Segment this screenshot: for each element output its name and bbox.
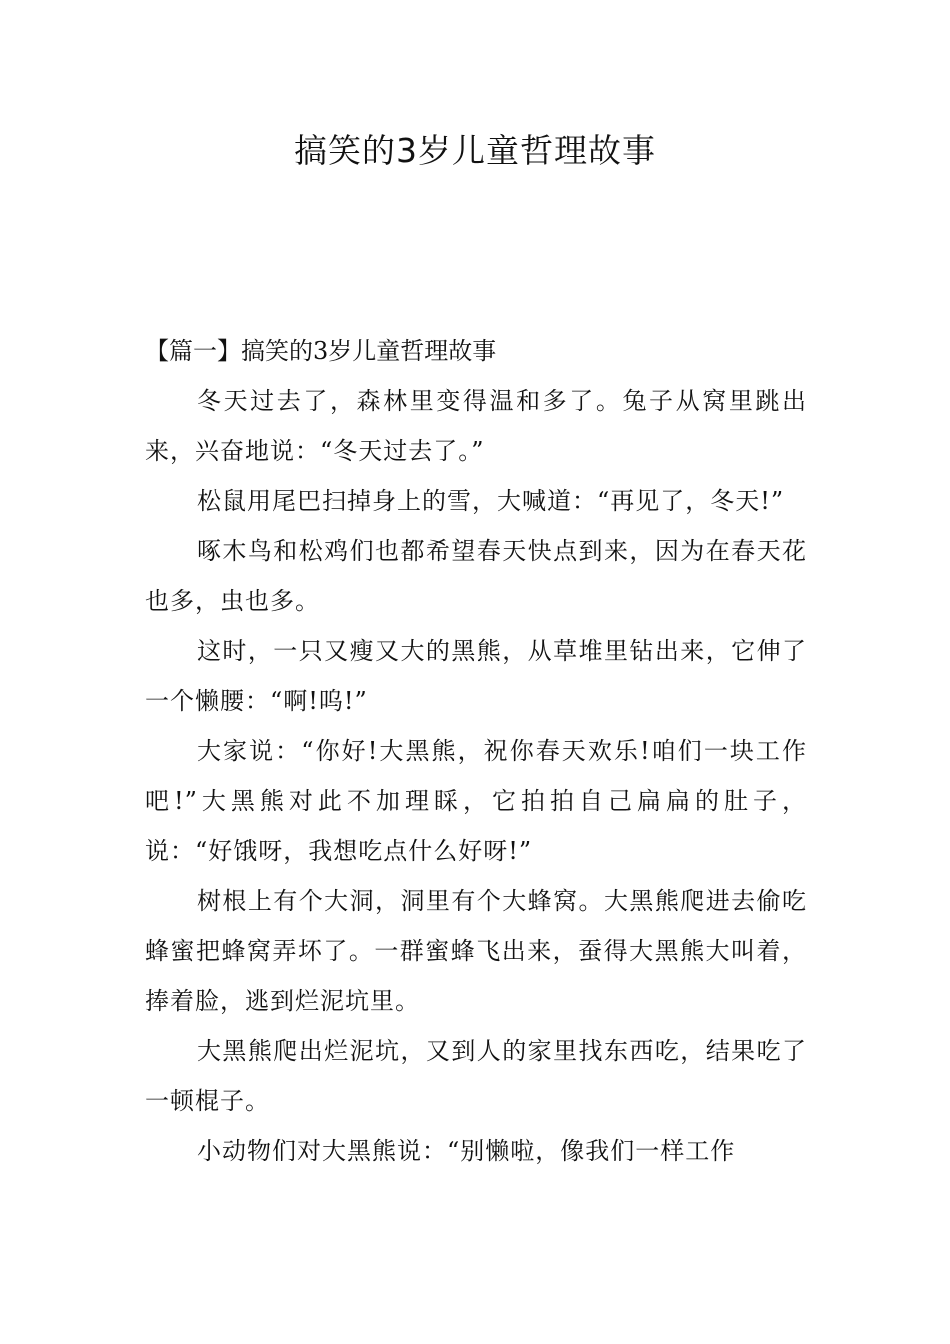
paragraph-8: 小动物们对大黑熊说：“别懒啦，像我们一样工作 [197,1137,736,1165]
paragraph-6: 树根上有个大洞，洞里有个大蜂窝。大黑熊爬进去偷吃蜂蜜把蜂窝弄坏了。一群蜜蜂飞出来，蚕得大黑熊大叫着，捧着脸，逃到烂泥坑里。 [145,887,807,1015]
paragraph-5: 大家说：“你好!大黑熊，祝你春天欢乐!咱们一块工作吧!”大黑熊对此不加理睬，它拍拍自己扁扁的肚子，说：“好饿呀，我想吃点什么好呀!” [145,737,807,865]
paragraph-3: 啄木鸟和松鸡们也都希望春天快点到来，因为在春天花也多，虫也多。 [145,537,807,615]
paragraph-1: 冬天过去了，森林里变得温和多了。兔子从窝里跳出来，兴奋地说：“冬天过去了。” [145,387,807,465]
document-body [145,326,807,1176]
paragraph-4: 这时，一只又瘦又大的黑熊，从草堆里钻出来，它伸了一个懒腰：“啊!呜!” [145,637,807,715]
document-title: 搞笑的3岁儿童哲理故事 [294,131,656,170]
paragraph-2: 松鼠用尾巴扫掉身上的雪，大喊道：“再见了，冬天!” [197,487,785,515]
section-heading: 【篇一】搞笑的3岁儿童哲理故事 [145,337,497,365]
paragraph-7: 大黑熊爬出烂泥坑，又到人的家里找东西吃，结果吃了一顿棍子。 [145,1037,807,1115]
